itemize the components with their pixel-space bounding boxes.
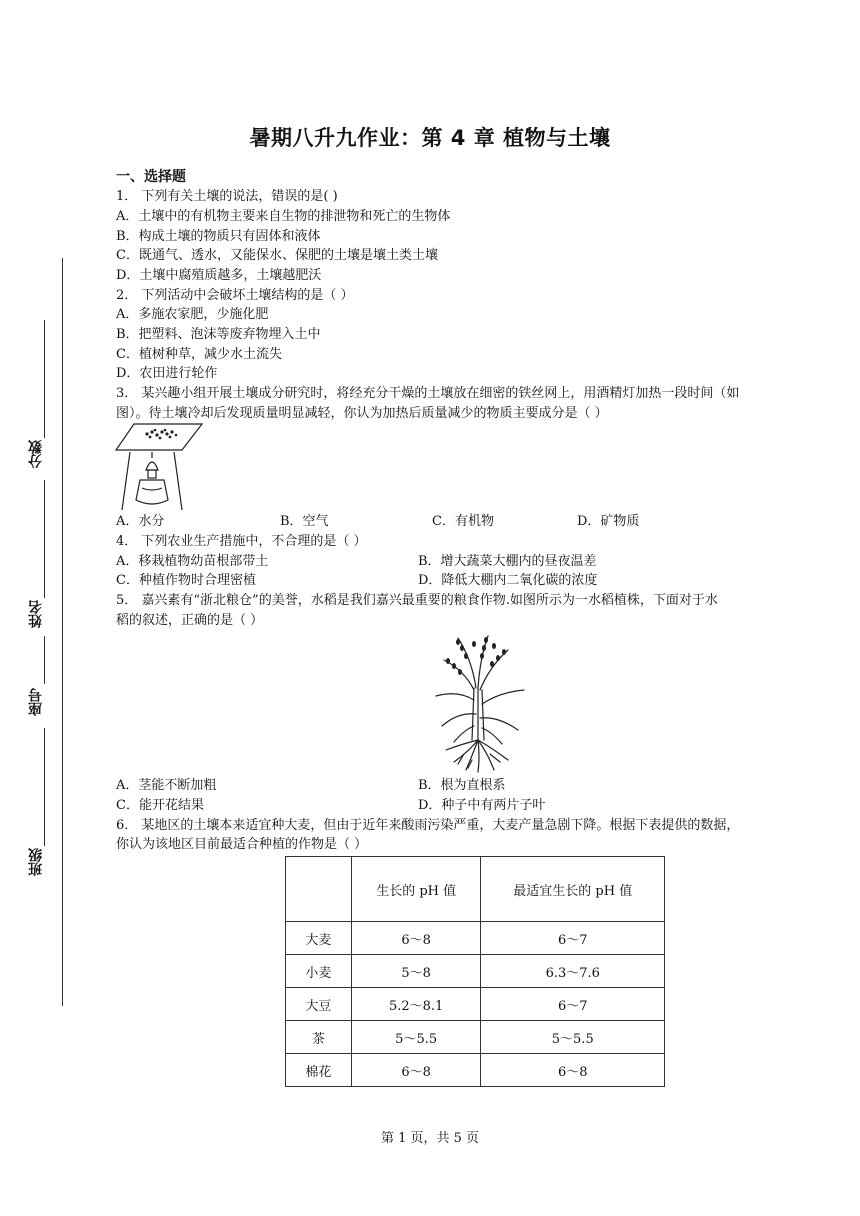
q3-option-d: D．矿物质 [577,514,640,529]
table-header-cell [286,857,352,922]
q1-option-a: A．土壤中的有机物主要来自生物的排泄物和死亡的生物体 [116,209,451,224]
section-heading: 一、选择题 [116,169,186,185]
q1-option-c: C．既通气、透水，又能保水、保肥的土壤是壤土类土壤 [116,248,438,263]
q4-stem: 4． 下列农业生产措施中，不合理的是（ ） [116,534,367,549]
rice-plant-figure [428,630,530,774]
crop-name: 棉花 [286,1054,352,1087]
growth-ph: 5.2～8.1 [351,988,481,1021]
table-header-cell: 最适宜生长的 pH 值 [481,857,665,922]
q3-option-b: B．空气 [280,514,329,529]
table-row [286,955,665,988]
seat-underline [44,636,45,684]
q2-option-d: D．农田进行轮作 [116,366,218,381]
q2-option-a: A．多施农家肥，少施化肥 [116,307,269,322]
score-label: 分数 [28,440,44,468]
q4-option-d: D．降低大棚内二氧化碳的浓度 [418,573,598,588]
table-row [286,1021,665,1054]
optimal-ph: 5～5.5 [481,1021,665,1054]
binding-line [62,258,63,1006]
q5-option-c: C．能开花结果 [116,798,204,813]
optimal-ph: 6～7 [481,988,665,1021]
q3-option-c: C．有机物 [432,514,494,529]
crop-name: 大麦 [286,922,352,955]
q5-stem-line1: 5． 嘉兴素有“浙北粮仓”的美誉，水稻是我们嘉兴最重要的粮食作物.如图所示为一水稻植株，下面对于水 [116,593,718,608]
q2-option-c: C．植树种草，减少水土流失 [116,347,282,362]
crop-name: 大豆 [286,988,352,1021]
alcohol-lamp-heating-figure [112,422,204,512]
q4-option-b: B．增大蔬菜大棚内的昼夜温差 [418,554,597,569]
page-title: 暑期八升九作业：第 4 章 植物与土壤 [249,126,611,150]
growth-ph: 6～8 [351,922,481,955]
q5-option-b: B．根为直根系 [418,778,506,793]
score-underline [44,320,45,438]
crop-name: 小麦 [286,955,352,988]
class-underline [44,728,45,846]
optimal-ph: 6.3～7.6 [481,955,665,988]
table-header-row [286,857,665,922]
q2-option-b: B．把塑料、泡沫等废弃物埋入土中 [116,327,321,342]
table-header-cell: 生长的 pH 值 [351,857,481,922]
name-underline [44,480,45,598]
table-row [286,922,665,955]
q3-option-a: A．水分 [116,514,165,529]
crop-name: 茶 [286,1021,352,1054]
page-footer: 第 1 页，共 5 页 [380,1131,480,1146]
q4-option-c: C．种植作物时合理密植 [116,573,256,588]
table-row [286,988,665,1021]
q6-stem-line1: 6． 某地区的土壤本来适宜种大麦，但由于近年来酸雨污染严重，大麦产量急剧下降。根据下表提供的数据， [116,818,740,833]
name-label: 姓名 [28,600,44,628]
ph-table [285,856,665,1087]
q5-option-d: D．种子中有两片子叶 [418,798,546,813]
q1-stem: 1． 下列有关土壤的说法，错误的是( ) [116,189,338,204]
q5-stem-line2: 稻的叙述，正确的是（ ） [116,613,264,628]
q1-option-b: B．构成土壤的物质只有固体和液体 [116,229,321,244]
growth-ph: 5～5.5 [351,1021,481,1054]
q5-option-a: A．茎能不断加粗 [116,778,217,793]
q3-stem-line1: 3． 某兴趣小组开展土壤成分研究时，将经充分干燥的土壤放在细密的铁丝网上，用酒精灯加热一段时间（如 [116,386,740,401]
class-label: 班级 [28,848,44,876]
table-row [286,1054,665,1087]
seat-label: 座号 [28,688,44,716]
q3-stem-line2: 图）。待土壤冷却后发现质量明显减轻，你认为加热后质量减少的物质主要成分是（ ） [116,406,608,421]
q4-option-a: A．移栽植物幼苗根部带土 [116,554,269,569]
optimal-ph: 6～7 [481,922,665,955]
q6-stem-line2: 你认为该地区目前最适合种植的作物是（ ） [116,837,368,852]
optimal-ph: 6～8 [481,1054,665,1087]
growth-ph: 6～8 [351,1054,481,1087]
growth-ph: 5～8 [351,955,481,988]
q2-stem: 2． 下列活动中会破坏土壤结构的是（ ） [116,288,354,303]
q1-option-d: D．土壤中腐殖质越多，土壤越肥沃 [116,268,322,283]
